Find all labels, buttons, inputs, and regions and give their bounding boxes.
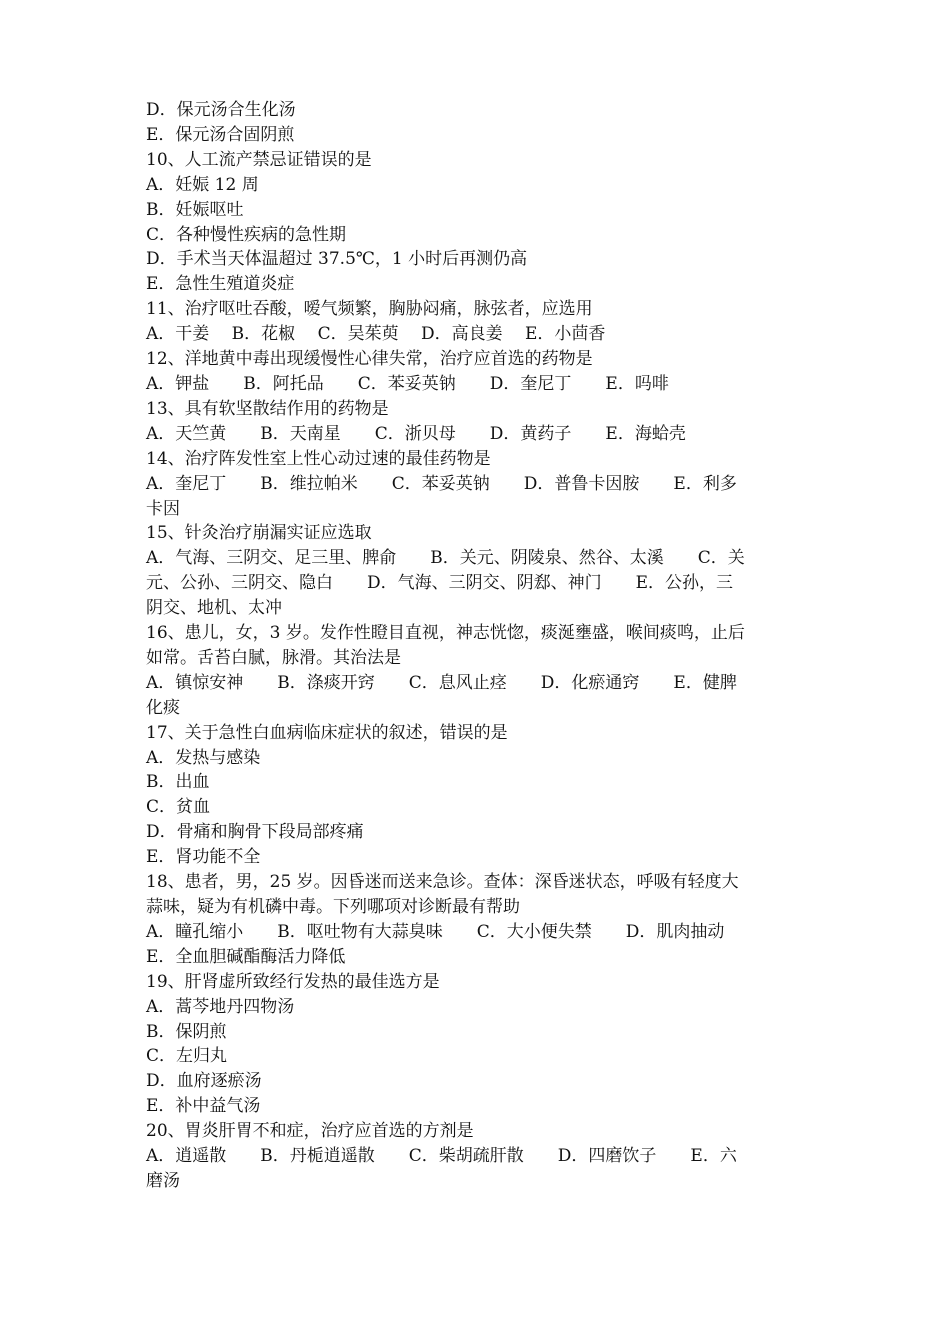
answer-options-row: A．钾盐 B．阿托品 C．苯妥英钠 D．奎尼丁 E．吗啡 bbox=[146, 373, 669, 394]
answer-option: E．肾功能不全 bbox=[146, 847, 261, 868]
question-stem: 如常。舌苔白腻，脉滑。其治法是 bbox=[146, 647, 401, 668]
answer-option: D．手术当天体温超过 37.5℃，1 小时后再测仍高 bbox=[146, 249, 528, 270]
answer-option: E．补中益气汤 bbox=[146, 1096, 261, 1117]
document-body bbox=[146, 98, 808, 1194]
question-stem: 20、胃炎肝胃不和症，治疗应首选的方剂是 bbox=[146, 1121, 474, 1142]
answer-options-row: 磨汤 bbox=[146, 1170, 180, 1191]
answer-option: C．各种慢性疾病的急性期 bbox=[146, 224, 347, 245]
answer-option: B．妊娠呕吐 bbox=[146, 199, 244, 220]
answer-options-row: A．镇惊安神 B．涤痰开窍 C．息风止痉 D．化瘀通窍 E．健脾 bbox=[146, 672, 737, 693]
question-stem: 11、治疗呕吐吞酸，嗳气频繁，胸胁闷痛，脉弦者，应选用 bbox=[146, 299, 593, 320]
question-stem: 18、患者，男，25 岁。因昏迷而送来急诊。查体：深昏迷状态，呼吸有轻度大 bbox=[146, 872, 739, 893]
question-stem: 19、肝肾虚所致经行发热的最佳选方是 bbox=[146, 971, 440, 992]
answer-options-row: A．瞳孔缩小 B．呕吐物有大蒜臭味 C．大小便失禁 D．肌肉抽动 bbox=[146, 921, 725, 942]
answer-option: B．保阴煎 bbox=[146, 1021, 227, 1042]
question-stem: 15、针灸治疗崩漏实证应选取 bbox=[146, 523, 372, 544]
answer-options-row: A．逍遥散 B．丹栀逍遥散 C．柴胡疏肝散 D．四磨饮子 E．六 bbox=[146, 1146, 737, 1167]
answer-option: C．贫血 bbox=[146, 797, 211, 818]
answer-option: E．急性生殖道炎症 bbox=[146, 274, 295, 295]
question-stem: 12、洋地黄中毒出现缓慢性心律失常，治疗应首选的药物是 bbox=[146, 349, 593, 370]
answer-option: A．妊娠 12 周 bbox=[146, 174, 259, 195]
question-stem: 16、患儿，女，3 岁。发作性瞪目直视，神志恍惚，痰涎壅盛，喉间痰鸣，止后 bbox=[146, 623, 745, 644]
question-stem: 13、具有软坚散结作用的药物是 bbox=[146, 398, 389, 419]
answer-option: E．全血胆碱酯酶活力降低 bbox=[146, 946, 346, 967]
answer-options-row: A．气海、三阴交、足三里、脾俞 B．关元、阴陵泉、然谷、太溪 C．关 bbox=[146, 548, 745, 569]
answer-options-row: 化痰 bbox=[146, 697, 180, 718]
answer-options-row: 卡因 bbox=[146, 498, 180, 519]
answer-option: A．发热与感染 bbox=[146, 747, 261, 768]
text-line: D．保元汤合生化汤 bbox=[146, 100, 296, 120]
text-line: E．保元汤合固阴煎 bbox=[146, 124, 295, 145]
question-stem: 蒜味，疑为有机磷中毒。下列哪项对诊断最有帮助 bbox=[146, 897, 520, 917]
answer-option: C．左归丸 bbox=[146, 1046, 228, 1067]
answer-options-row: 元、公孙、三阴交、隐白 D．气海、三阴交、阴郄、神门 E．公孙，三 bbox=[146, 573, 734, 594]
question-stem: 14、治疗阵发性室上性心动过速的最佳药物是 bbox=[146, 448, 491, 469]
answer-options-row: A．奎尼丁 B．维拉帕米 C．苯妥英钠 D．普鲁卡因胺 E．利多 bbox=[146, 473, 737, 494]
answer-options-row: A．天竺黄 B．天南星 C．浙贝母 D．黄药子 E．海蛤壳 bbox=[146, 423, 686, 444]
answer-options-row: A．干姜 B．花椒 C．吴茱萸 D．高良姜 E．小茴香 bbox=[146, 324, 606, 345]
answer-option: D．血府逐瘀汤 bbox=[146, 1071, 262, 1092]
answer-options-row: 阴交、地机、太冲 bbox=[146, 598, 282, 619]
answer-option: D．骨痛和胸骨下段局部疼痛 bbox=[146, 822, 364, 843]
question-stem: 17、关于急性白血病临床症状的叙述，错误的是 bbox=[146, 722, 508, 743]
answer-option: B．出血 bbox=[146, 772, 210, 793]
question-stem: 10、人工流产禁忌证错误的是 bbox=[146, 149, 372, 170]
answer-option: A．蒿芩地丹四物汤 bbox=[146, 996, 295, 1017]
